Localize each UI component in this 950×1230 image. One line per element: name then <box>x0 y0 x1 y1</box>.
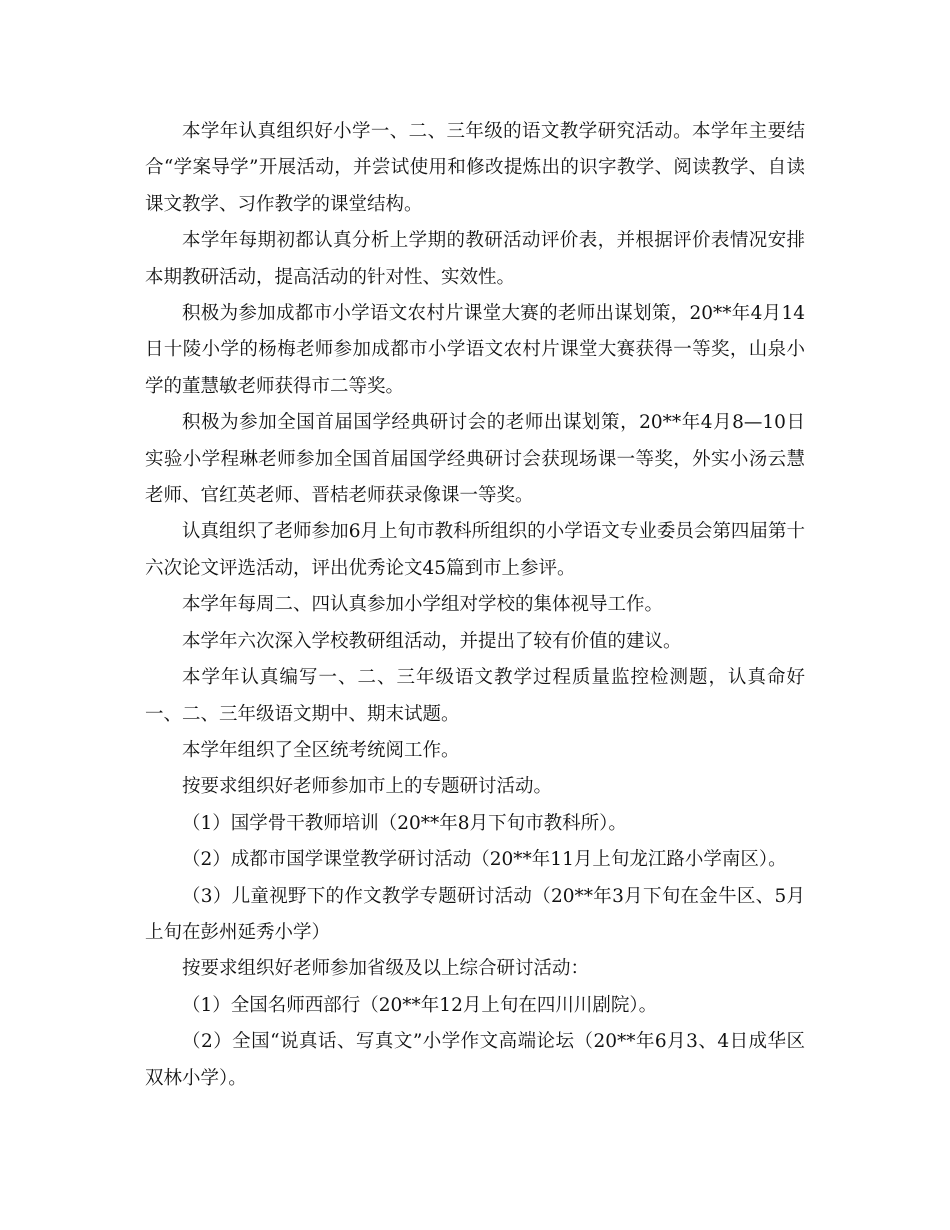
paragraph: 积极为参加全国首届国学经典研讨会的老师出谋划策，20**年4月8—10日实验小学程琳老师参加全国首届国学经典研讨会获现场课一等奖，外实小汤云慧老师、官红英老师、晋桔老师获录像课一等奖。 <box>145 412 805 507</box>
paragraph: 本学年组织了全区统考统阅工作。 <box>182 739 460 761</box>
list-item: （2）全国“说真话、写真文”小学作文高端论坛（20**年6月3、4日成华区双林小学）。 <box>145 1031 805 1089</box>
list-item: （3）儿童视野下的作文教学专题研讨活动（20**年3月下旬在金牛区、5月上旬在彭州延秀小学） <box>145 885 805 943</box>
list-item: （1）国学骨干教师培训（20**年8月下旬市教科所）。 <box>182 812 627 834</box>
paragraph: 本学年认真组织好小学一、二、三年级的语文教学研究活动。本学年主要结合“学案导学”开展活动，并尝试使用和修改提炼出的识字教学、阅读教学、自读课文教学、习作教学的课堂结构。 <box>145 121 805 215</box>
paragraph: 认真组织了老师参加6月上旬市教科所组织的小学语文专业委员会第四届第十六次论文评选活动，评出优秀论文45篇到市上参评。 <box>145 521 805 579</box>
paragraph: 积极为参加成都市小学语文农村片课堂大赛的老师出谋划策，20**年4月14日十陵小学的杨梅老师参加成都市小学语文农村片课堂大赛获得一等奖，山泉小学的董慧敏老师获得市二等奖。 <box>145 303 805 397</box>
paragraph: 本学年每期初都认真分析上学期的教研活动评价表，并根据评价表情况安排本期教研活动，提高活动的针对性、实效性。 <box>145 230 805 288</box>
list-item: （1）全国名师西部行（20**年12月上旬在四川川剧院）。 <box>182 994 658 1016</box>
paragraph: 按要求组织好老师参加省级及以上综合研讨活动： <box>182 958 590 980</box>
paragraph: 本学年认真编写一、二、三年级语文教学过程质量监控检测题，认真命好一、二、三年级语文期中、期末试题。 <box>145 667 805 725</box>
paragraph: 本学年每周二、四认真参加小学组对学校的集体视导工作。 <box>182 594 664 616</box>
paragraph: 本学年六次深入学校教研组活动，并提出了较有价值的建议。 <box>182 630 682 652</box>
document-body <box>145 114 805 1097</box>
paragraph: 按要求组织好老师参加市上的专题研讨活动。 <box>182 776 553 798</box>
list-item: （2）成都市国学课堂教学研讨活动（20**年11月上旬龙江路小学南区）。 <box>182 849 787 871</box>
